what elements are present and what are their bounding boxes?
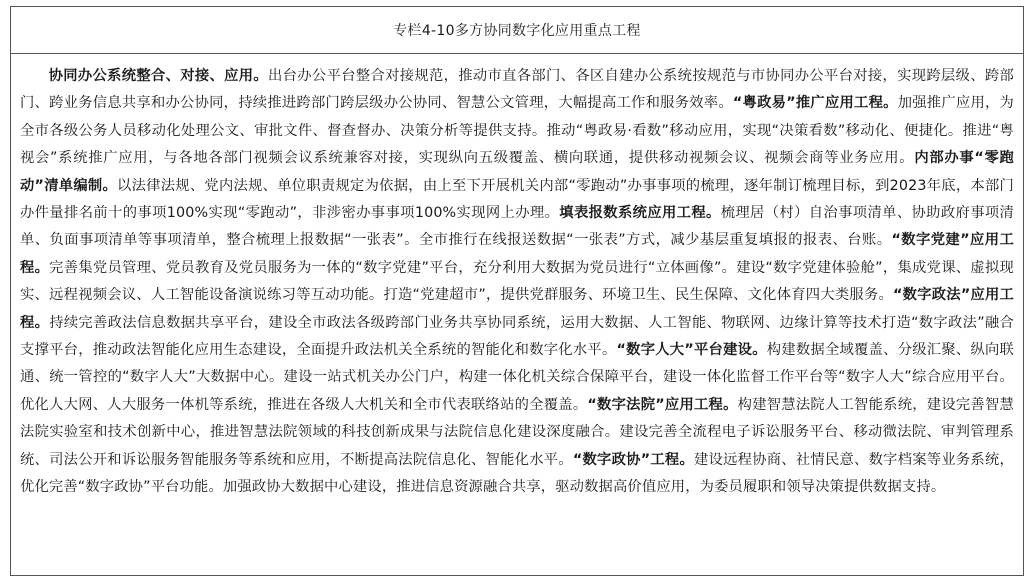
text-digital-court: 构建智慧法院人工智能系统，建设完善智慧法院实验室和技术创新中心，推进智慧法院领域的科技创新成果与法院信息化建设深度融合。建设完善全流程电子诉讼服务平台、移动微法院、审判管理系统、司法公开和诉讼服务智能服务等系统和应用，不断提高法院信息化、智能化水平。 — [20, 396, 1014, 468]
heading-collab-office: 协同办公系统整合、对接、应用。 — [48, 68, 269, 84]
text-form-report: 梳理居（村）自治事项清单、协助政府事项清单、负面事项清单等事项清单，整合梳理上报数据“一张表”。全市推行在线报送数据“一张表”方式，减少基层重复填报的报表、台账。 — [20, 205, 1014, 249]
feature-box — [10, 6, 1024, 576]
heading-digital-law: “数字政法”应用工程。 — [20, 287, 1014, 331]
box-body — [11, 54, 1023, 502]
heading-yuezhengyi: “粤政易”推广应用工程。 — [732, 95, 898, 112]
text-digital-party: 完善集党员管理、党员教育及党员服务为一体的“数字党建”平台，充分利用大数据为党员进行“立体画像”。建设“数字党建体验舱”，集成党课、虚拟现实、远程视频会议、人工智能设备演说练习等互动功能。打造“党建超市”，提供党群服务、环境卫生、民生保障、文化体育四大类服务。 — [20, 259, 1014, 304]
box-title: 专栏4-10多方协同数字化应用重点工程 — [11, 7, 1023, 54]
text-zero-run: 以法律法规、党内法规、单位职责规定为依据，由上至下开展机关内部“零跑动”办事事项的梳理，逐年制订梳理目标，到2023年底，本部门办件量排名前十的事项100%实现“零跑动”，非涉密办事事项100%实现网上办理。 — [20, 177, 1014, 222]
text-digital-npc: 构建数据全域覆盖、分级汇聚、纵向联通、统一管控的“数字人大”大数据中心。建设一站式机关办公门户，构建一体化机关综合保障平台，建设一体化监督工作平台等“数字人大”综合应用平台。优化人大网、人大服务一体机等系统，推进在各级人大机关和全市代表联络站的全覆盖。 — [20, 342, 1014, 413]
heading-zero-run: 内部办事“零跑动”清单编制。 — [20, 150, 1014, 194]
heading-digital-party: “数字党建”应用工程。 — [20, 232, 1014, 276]
text-digital-law: 持续完善政法信息数据共享平台，建设全市政法各级跨部门业务共享协同系统，运用大数据、人工智能、物联网、边缘计算等技术打造“数字政法”融合支撑平台，推动政法智能化应用生态建设，全面提升政法机关全系统的智能化和数字化水平。 — [20, 314, 1014, 359]
heading-digital-npc: “数字人大”平台建设。 — [616, 342, 767, 359]
text-digital-cppcc: 建设远程协商、社情民意、数字档案等业务系统，优化完善“数字政协”平台功能。加强政协大数据中心建设，推进信息资源融合共享，驱动数据高价值应用，为委员履职和领导决策提供数据支持。 — [20, 451, 1014, 496]
heading-digital-court: “数字法院”应用工程。 — [587, 396, 738, 413]
text-collab-office: 出台办公平台整合对接规范，推动市直各部门、各区自建办公系统按规范与市协同办公平台对接，实现跨层级、跨部门、跨业务信息共享和办公协同，持续推进跨部门跨层级办公协同、智慧公文管理，大幅提高工作和服务效率。 — [20, 68, 1014, 112]
heading-digital-cppcc: “数字政协”工程。 — [572, 451, 694, 468]
heading-form-report: 填表报数系统应用工程。 — [559, 205, 721, 222]
text-yuezhengyi: 加强推广应用，为全市各级公务人员移动化处理公文、审批文件、督查督办、决策分析等提供支持。推动“粤政易·看数”移动应用，实现“决策看数”移动化、便捷化。推进“粤视会”系统推广应用，与各地各部门视频会议系统兼容对接，实现纵向五级覆盖、横向联通，提供移动视频会议、视频会商等业务应用。 — [20, 95, 1014, 167]
